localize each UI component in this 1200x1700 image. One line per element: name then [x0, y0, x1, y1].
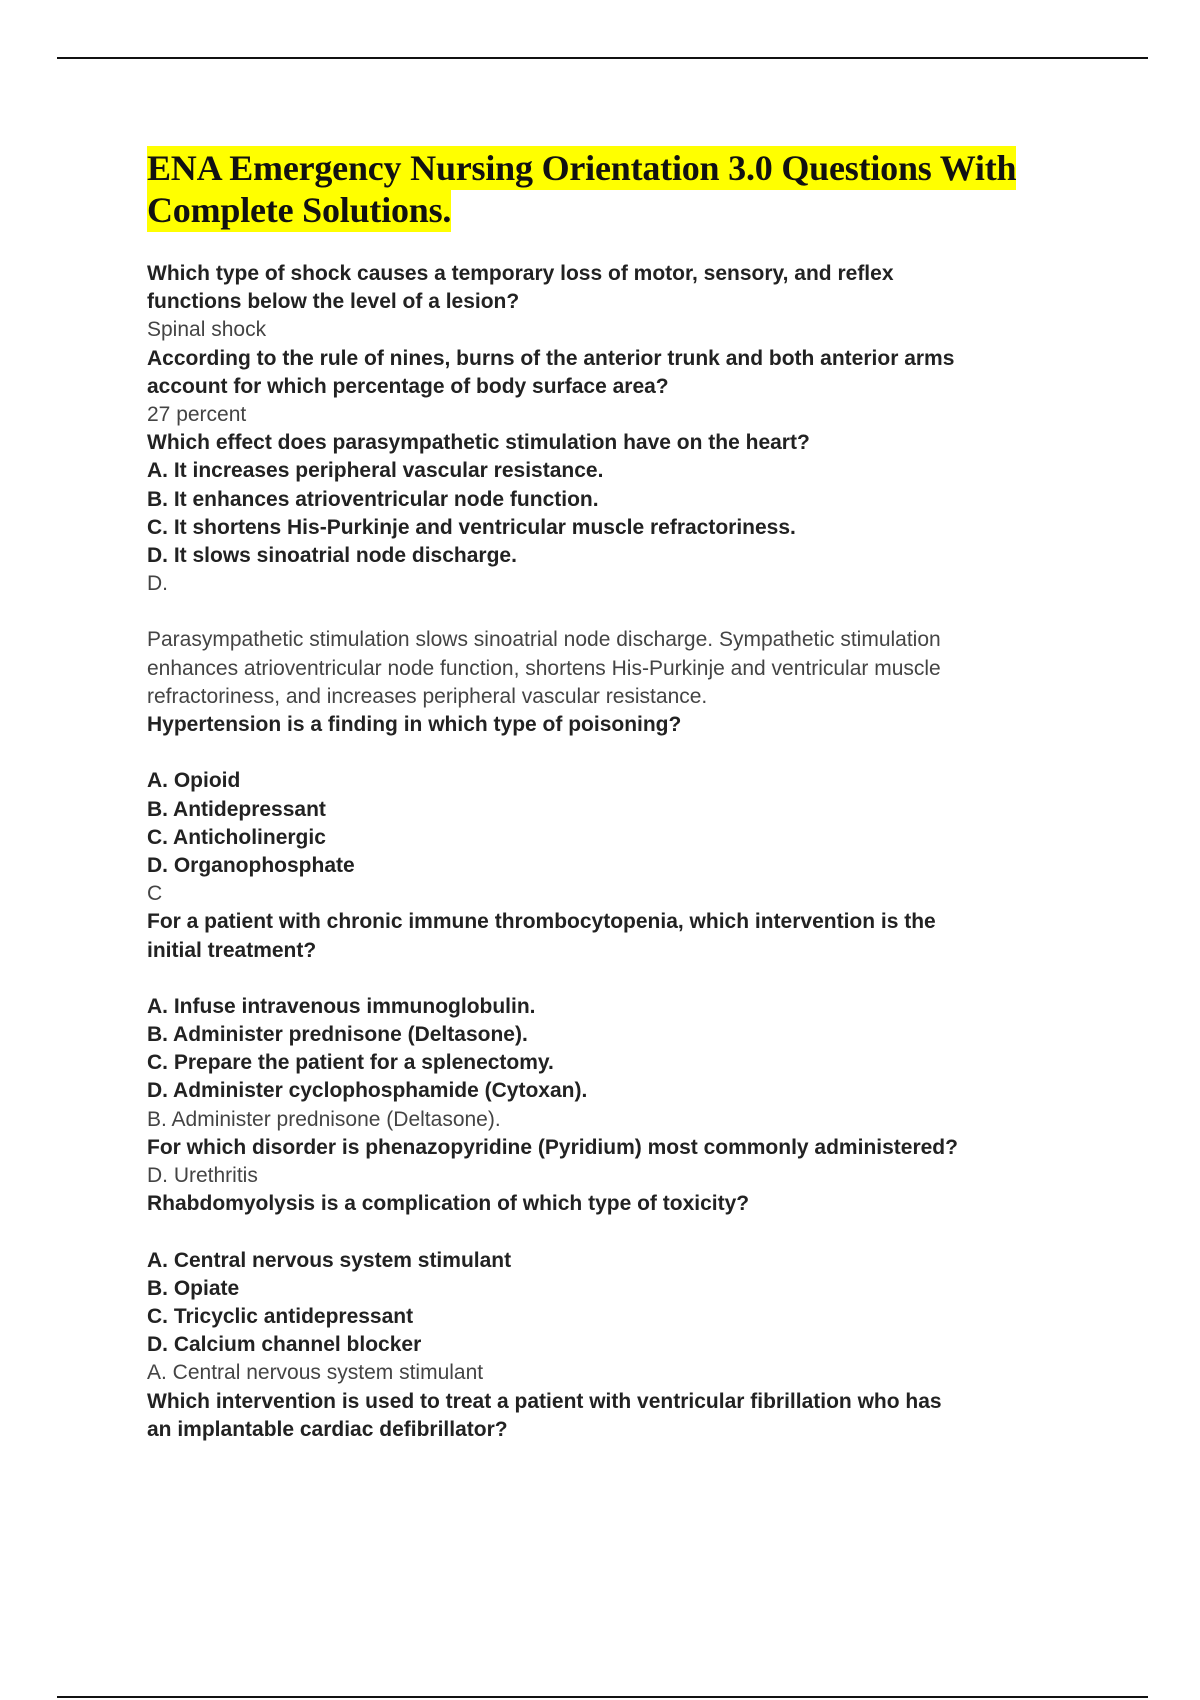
- question-line: [147, 1218, 1107, 1246]
- question-line: C. Anticholinergic: [147, 825, 326, 849]
- question-line: A. It increases peripheral vascular resistance.: [147, 459, 604, 483]
- title-line: ENA Emergency Nursing Orientation 3.0 Questions With: [147, 148, 1017, 188]
- question-line: B. It enhances atrioventricular node function.: [147, 487, 599, 511]
- answer-line: Parasympathetic stimulation slows sinoatrial node discharge. Sympathetic stimulation: [147, 628, 941, 652]
- question-line: D. Calcium channel blocker: [147, 1333, 422, 1357]
- question-line: For a patient with chronic immune thrombocytopenia, which intervention is the: [147, 910, 936, 934]
- question-line: [147, 739, 1107, 767]
- answer-line: Spinal shock: [147, 318, 267, 342]
- answer-line: A. Central nervous system stimulant: [147, 1361, 484, 1385]
- question-line: C. Prepare the patient for a splenectomy.: [147, 1051, 554, 1075]
- question-line: A. Infuse intravenous immunoglobulin.: [147, 994, 536, 1018]
- document-title: [147, 147, 1087, 231]
- answer-line: B. Administer prednisone (Deltasone).: [147, 1107, 501, 1131]
- question-line: For which disorder is phenazopyridine (Pyridium) most commonly administered?: [147, 1135, 958, 1159]
- question-line: B. Opiate: [147, 1276, 240, 1300]
- question-line: B. Antidepressant: [147, 797, 326, 821]
- question-line: initial treatment?: [147, 938, 317, 962]
- question-line: account for which percentage of body surface area?: [147, 374, 669, 398]
- question-line: According to the rule of nines, burns of the anterior trunk and both anterior arms: [147, 346, 955, 370]
- header-rule: [57, 57, 1148, 59]
- question-line: D. Organophosphate: [147, 853, 355, 877]
- question-line: Which effect does parasympathetic stimulation have on the heart?: [147, 431, 810, 455]
- question-line: an implantable cardiac defibrillator?: [147, 1417, 508, 1441]
- question-line: [147, 965, 1107, 993]
- question-line: C. Tricyclic antidepressant: [147, 1304, 414, 1328]
- question-line: A. Opioid: [147, 769, 241, 793]
- answer-line: 27 percent: [147, 402, 247, 426]
- question-line: B. Administer prednisone (Deltasone).: [147, 1023, 528, 1047]
- answer-line: [147, 598, 1107, 626]
- title-line: Complete Solutions.: [147, 190, 452, 230]
- answer-line: D.: [147, 572, 168, 596]
- footer-rule: [57, 1696, 1148, 1698]
- question-line: D. It slows sinoatrial node discharge.: [147, 543, 517, 567]
- question-line: A. Central nervous system stimulant: [147, 1248, 512, 1272]
- document-body: [147, 260, 1107, 1444]
- question-line: Which intervention is used to treat a patient with ventricular fibrillation who has: [147, 1389, 942, 1413]
- answer-line: enhances atrioventricular node function, shortens His-Purkinje and ventricular muscle: [147, 656, 941, 680]
- question-line: D. Administer cyclophosphamide (Cytoxan).: [147, 1079, 588, 1103]
- answer-line: refractoriness, and increases peripheral vascular resistance.: [147, 684, 708, 708]
- question-line: Rhabdomyolysis is a complication of which type of toxicity?: [147, 1192, 750, 1216]
- question-line: functions below the level of a lesion?: [147, 290, 520, 314]
- question-line: Hypertension is a finding in which type of poisoning?: [147, 713, 682, 736]
- answer-line: D. Urethritis: [147, 1164, 258, 1187]
- answer-line: C: [147, 882, 163, 906]
- question-line: Which type of shock causes a temporary loss of motor, sensory, and reflex: [147, 262, 894, 285]
- question-line: C. It shortens His-Purkinje and ventricular muscle refractoriness.: [147, 515, 796, 539]
